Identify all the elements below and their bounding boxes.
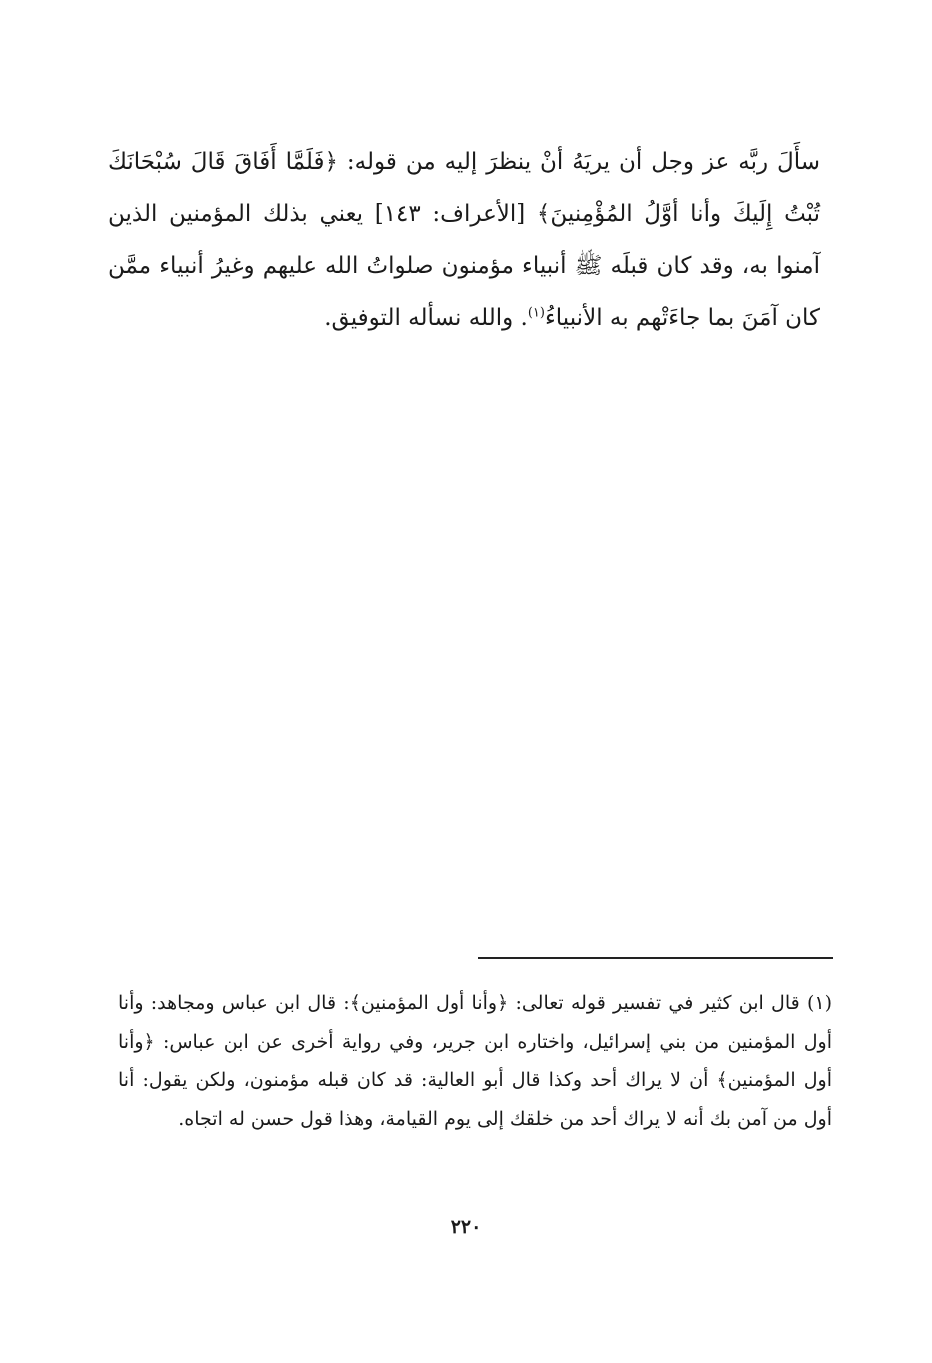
footnote-reference[interactable]: (١) [527,305,545,321]
main-closing-text: . والله نسأله التوفيق. [324,305,528,331]
footnotes-section [118,984,832,1138]
main-paragraph [108,136,820,344]
main-body-text: سأَلَ ربَّه عز وجل أن يريَهُ أنْ ينظرَ إليه من قوله: ﴿فَلَمَّا أَفَاقَ قَالَ سُبْحَانَكَ تُبْتُ إِلَيكَ وأنا أوَّلُ المُؤْمِنينَ﴾ [الأعراف: ١٤٣] يعني بذلك المؤمنين الذين آمنوا به، وقد كان قبلَه ﷺ أنبياء مؤمنون صلواتُ الله عليهم وغيرُ أنبياء ممَّن كان آمَنَ بما جاءَتْهم به الأنبياءُ [108,149,820,331]
page-number: ٢٢٠ [450,1216,482,1238]
main-text [108,136,820,344]
footnote-divider [478,957,833,959]
footnote-1: (١) قال ابن كثير في تفسير قوله تعالى: ﴿وأنا أول المؤمنين﴾: قال ابن عباس ومجاهد: وأنا أول المؤمنين من بني إسرائيل، واختاره ابن جرير، وفي رواية أخرى عن ابن عباس: ﴿وأنا أول المؤمنين﴾ أن لا يراك أحد وكذا قال أبو العالية: قد كان قبله مؤمنون، ولكن يقول: أنا أول من آمن بك أنه لا يراك أحد من خلقك إلى يوم القيامة، وهذا قول حسن له اتجاه. [118,992,833,1130]
